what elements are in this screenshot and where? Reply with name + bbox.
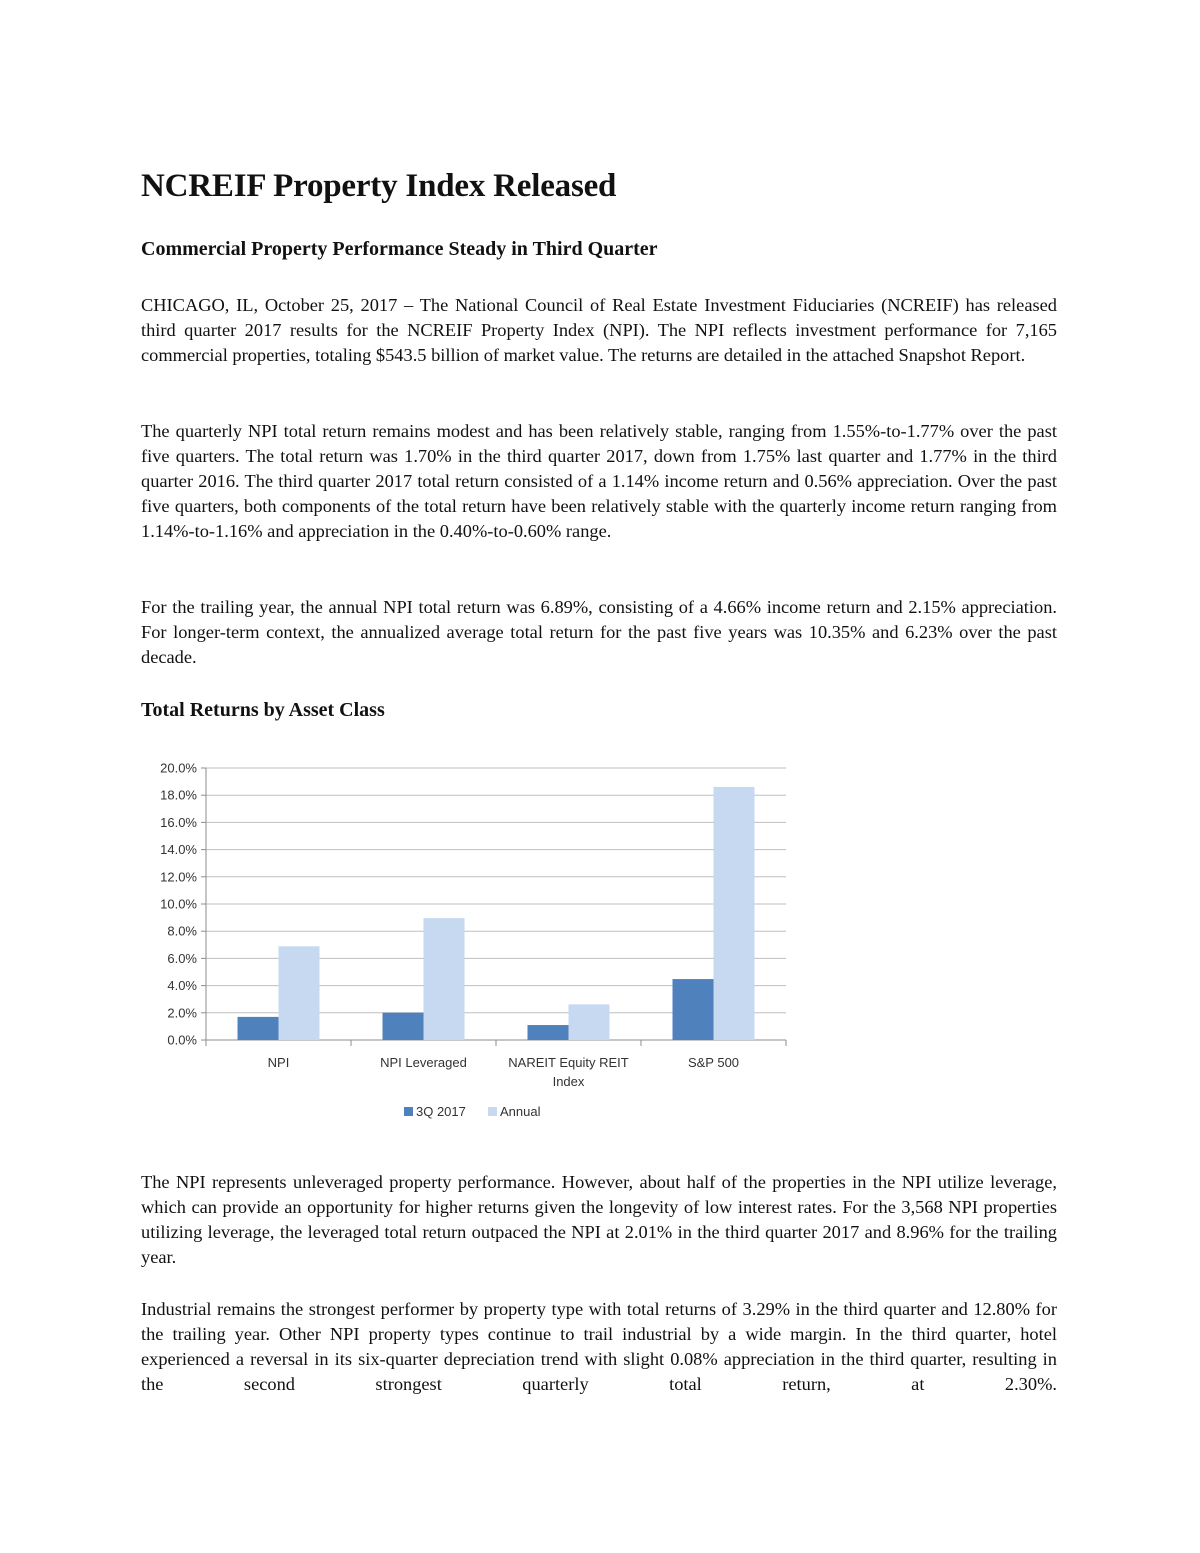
paragraph-industrial: Industrial remains the strongest performer by property type with total returns of 3.29% in the third quarter and 12.80% for the trailing year. Other NPI property types continue to trail industrial by a wide margin. In the third quarter, hotel experienced a reversal in its six-quarter depreciation trend with slight 0.08% appreciation in the third quarter, resulting in the second strongest quarterly total return, at 2.30%.: [141, 1299, 1057, 1394]
legend-swatch: [488, 1107, 497, 1116]
bar-3q-2017: [528, 1025, 569, 1040]
paragraph-trailing-year: For the trailing year, the annual NPI total return was 6.89%, consisting of a 4.66% income return and 2.15% appreciation. For longer-term context, the annualized average total return for the past five years was 10.35% and 6.23% over the past decade.: [141, 597, 1057, 667]
y-tick-label: 6.0%: [167, 950, 197, 966]
bar-annual: [569, 1004, 610, 1040]
y-tick-label: 0.0%: [167, 1032, 197, 1048]
bar-3q-2017: [673, 979, 714, 1040]
y-tick-label: 18.0%: [160, 787, 197, 803]
total-returns-chart: [141, 750, 801, 1140]
y-tick-label: 16.0%: [160, 814, 197, 830]
x-category-label: Index: [552, 1074, 585, 1089]
paragraph-quarterly-return: The quarterly NPI total return remains modest and has been relatively stable, ranging from 1.55%-to-1.77% over the past five quarters. The total return was 1.70% in the third quarter 2017, down from 1.75% last quarter and 1.77% in the third quarter 2016. The third quarter 2017 total return consisted of a 1.14% income return and 0.56% appreciation. Over the past five quarters, both components of the total return have been relatively stable with the quarterly income return ranging from 1.14%-to-1.16% and appreciation in the 0.40%-to-0.60% range.: [141, 421, 1057, 541]
document-subtitle: Commercial Property Performance Steady in Third Quarter: [141, 238, 658, 260]
bar-annual: [279, 946, 320, 1040]
bar-annual: [424, 918, 465, 1040]
y-tick-label: 2.0%: [167, 1005, 197, 1021]
bar-3q-2017: [238, 1017, 279, 1040]
y-tick-label: 10.0%: [160, 896, 197, 912]
legend-swatch: [404, 1107, 413, 1116]
x-category-label: S&P 500: [687, 1055, 740, 1070]
legend-label: 3Q 2017: [416, 1104, 466, 1119]
y-tick-label: 14.0%: [160, 842, 197, 858]
chart-bars: [238, 787, 755, 1040]
x-category-label: NPI: [267, 1055, 290, 1070]
bar-annual: [714, 787, 755, 1040]
paragraph-intro: CHICAGO, IL, October 25, 2017 – The National Council of Real Estate Investment Fiduciaries (NCREIF) has released third quarter 2017 results for the NCREIF Property Index (NPI). The NPI reflects investment performance for 7,165 commercial properties, totaling $543.5 billion of market value. The returns are detailed in the attached Snapshot Report.: [141, 295, 1057, 365]
y-tick-label: 12.0%: [160, 869, 197, 885]
x-category-label: NPI Leveraged: [380, 1055, 467, 1070]
y-tick-label: 8.0%: [167, 923, 197, 939]
x-category-label: NAREIT Equity REIT: [508, 1055, 629, 1070]
chart-heading: Total Returns by Asset Class: [141, 699, 385, 721]
y-tick-label: 20.0%: [160, 760, 197, 776]
bar-3q-2017: [383, 1013, 424, 1040]
chart-legend: [404, 1104, 541, 1119]
paragraph-leverage: The NPI represents unleveraged property performance. However, about half of the properties in the NPI utilize leverage, which can provide an opportunity for higher returns given the longevity of low interest rates. For the 3,568 NPI properties utilizing leverage, the leveraged total return outpaced the NPI at 2.01% in the third quarter 2017 and 8.96% for the trailing year.: [141, 1172, 1057, 1267]
y-tick-label: 4.0%: [167, 978, 197, 994]
legend-label: Annual: [500, 1104, 541, 1119]
document-title: NCREIF Property Index Released: [141, 168, 617, 204]
